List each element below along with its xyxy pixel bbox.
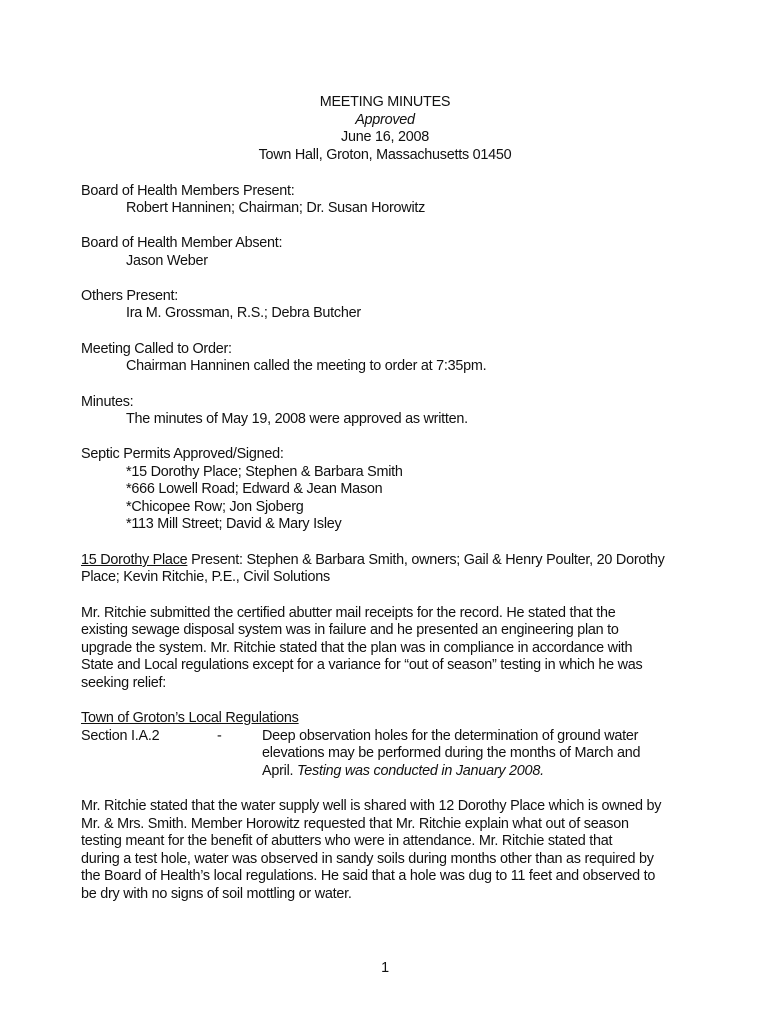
paragraph-line: the Board of Health’s local regulations. He said that a hole was dug to 11 feet and observed to: [81, 868, 656, 884]
dorothy-place-attendees: Present: Stephen & Barbara Smith, owners; Gail & Henry Poulter, 20 Dorothy: [187, 552, 665, 568]
paragraph-line: State and Local regulations except for a variance for “out of season” testing in which he was: [81, 657, 643, 673]
paragraph-line: Mr. & Mrs. Smith. Member Horowitz requested that Mr. Ritchie explain what out of season: [81, 816, 629, 832]
paragraph-line: testing meant for the benefit of abutters who were in attendance. Mr. Ritchie stated that: [81, 833, 613, 849]
paragraph-line: seeking relief:: [81, 675, 167, 691]
paragraph-line: Mr. Ritchie submitted the certified abutter mail receipts for the record. He stated that the: [81, 605, 616, 621]
septic-permit-item: *113 Mill Street; David & Mary Isley: [126, 516, 342, 532]
dorothy-place-heading: 15 Dorothy Place: [81, 552, 188, 568]
septic-permit-item: *666 Lowell Road; Edward & Jean Mason: [126, 481, 383, 497]
minutes-heading: Minutes:: [81, 394, 134, 410]
paragraph-line: Mr. Ritchie stated that the water supply well is shared with 12 Dorothy Place which is owned by: [81, 798, 662, 814]
meeting-date: June 16, 2008: [341, 129, 429, 145]
members-present-names: Robert Hanninen; Chairman; Dr. Susan Horowitz: [126, 200, 426, 216]
others-present-names: Ira M. Grossman, R.S.; Debra Butcher: [126, 305, 361, 321]
meeting-location: Town Hall, Groton, Massachusetts 01450: [258, 147, 512, 163]
septic-permits-heading: Septic Permits Approved/Signed:: [81, 446, 284, 462]
section-label: Section I.A.2: [81, 728, 160, 744]
member-absent-name: Jason Weber: [126, 253, 208, 269]
dorothy-place-present-line: [81, 551, 665, 569]
testing-note: Testing was conducted in January 2008.: [297, 763, 544, 779]
called-to-order-heading: Meeting Called to Order:: [81, 341, 232, 357]
called-to-order-text: Chairman Hanninen called the meeting to order at 7:35pm.: [126, 358, 487, 374]
septic-permit-item: *15 Dorothy Place; Stephen & Barbara Smith: [126, 464, 403, 480]
minutes-text: The minutes of May 19, 2008 were approved as written.: [126, 411, 468, 427]
regulation-line: Deep observation holes for the determination of ground water: [262, 728, 639, 744]
paragraph-line: during a test hole, water was observed in sandy soils during months other than as required by: [81, 851, 654, 867]
paragraph-line: be dry with no signs of soil mottling or water.: [81, 886, 352, 902]
section-dash: -: [217, 728, 222, 744]
page-number: 1: [381, 960, 389, 976]
regulation-month: April.: [262, 763, 298, 779]
paragraph-line: upgrade the system. Mr. Ritchie stated that the plan was in compliance in accordance with: [81, 640, 633, 656]
regulation-line: elevations may be performed during the months of March and: [262, 745, 641, 761]
document-title: MEETING MINUTES: [319, 94, 451, 110]
paragraph-line: existing sewage disposal system was in failure and he presented an engineering plan to: [81, 622, 619, 638]
member-absent-heading: Board of Health Member Absent:: [81, 235, 283, 251]
septic-permit-item: *Chicopee Row; Jon Sjoberg: [126, 499, 304, 515]
approval-status: Approved: [355, 112, 415, 128]
dorothy-place-attendees-cont: Place; Kevin Ritchie, P.E., Civil Solutions: [81, 569, 330, 585]
regulations-heading: Town of Groton’s Local Regulations: [81, 710, 299, 726]
others-present-heading: Others Present:: [81, 288, 179, 304]
members-present-heading: Board of Health Members Present:: [81, 183, 295, 199]
regulation-line-last: [262, 762, 544, 780]
